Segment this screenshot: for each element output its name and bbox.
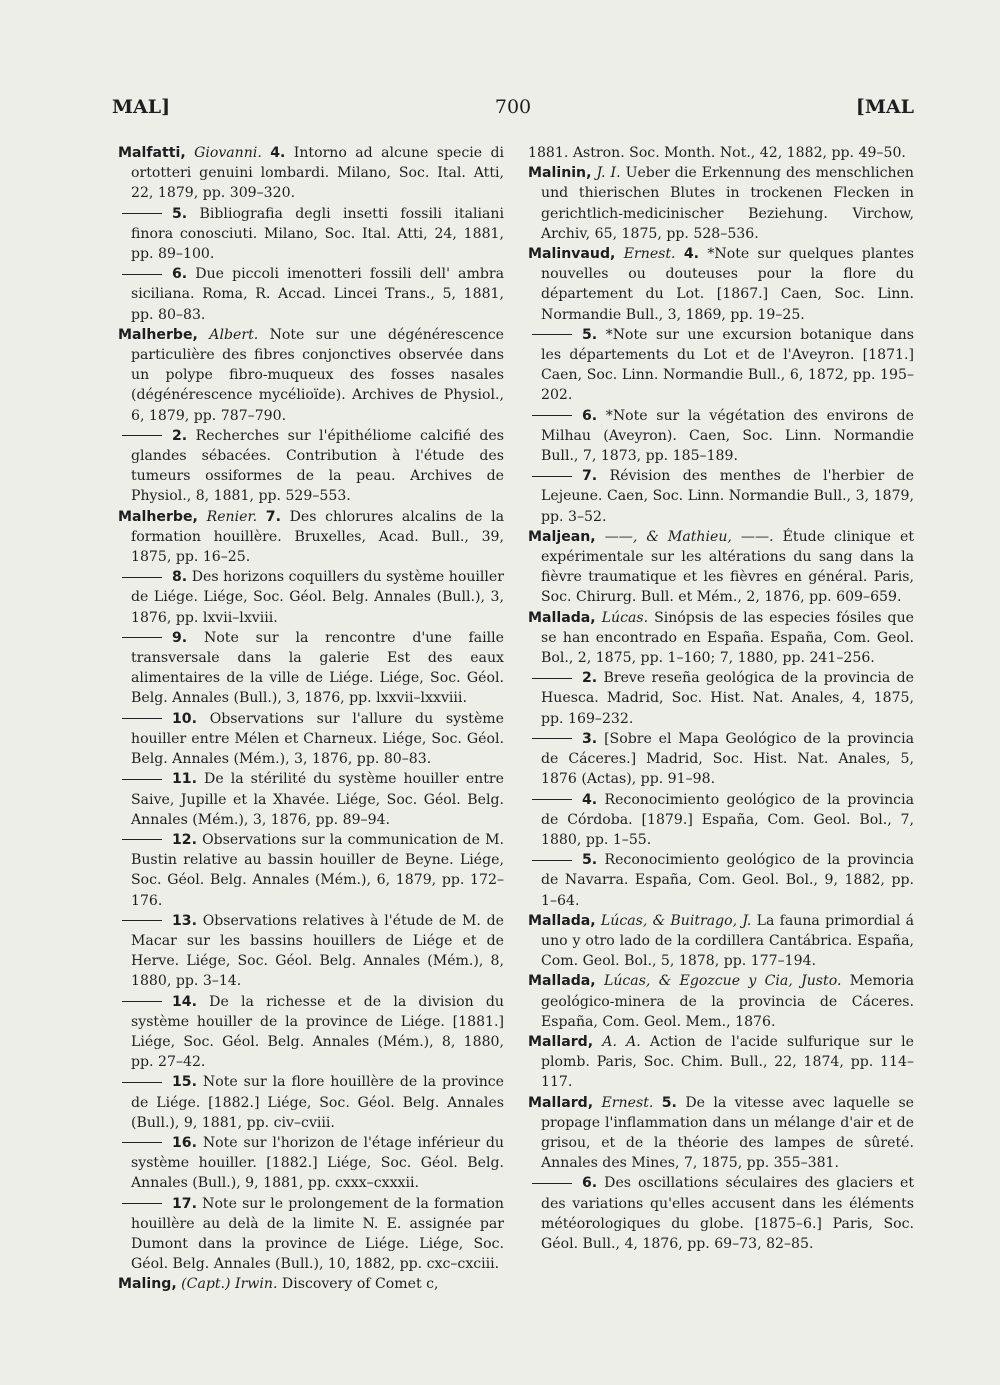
entry-text: Reconocimiento geológico de la provincia de Navarra. España, Com. Geol. Bol., 9, 1882, pp. 1–64. [541,852,914,909]
entry-text: Des horizons coquillers du système houiller de Liége. Liége, Soc. Géol. Belg. Annales (Bull.), 3, 1876, pp. lxvii–lxviii. [131,569,504,626]
bibliography-entry [528,163,914,244]
bibliography-entry [118,769,504,830]
ditto-rule [532,738,572,739]
right-column [528,143,914,1254]
ditto-rule [532,334,572,335]
ditto-rule [122,779,162,780]
header-left-catchword: MAL] [112,96,171,118]
bibliography-entry [118,1133,504,1194]
header-right-catchword: [MAL [855,96,914,118]
page-number: 700 [494,96,532,118]
author-surname: Malinvaud, [528,246,616,263]
entry-text: Des oscillations séculaires des glaciers et des variations qu'elles accusent dans les éléments météorologiques du globe. [1875–6.] Paris, Soc. Géol. Bull., 4, 1876, pp. 69–73, 82–85. [541,1175,915,1252]
entry-number: 14. [172,993,197,1010]
entry-number: 5. [661,1094,677,1111]
bibliography-entry [118,628,504,709]
author-surname: Mallard, [528,1033,594,1050]
ditto-rule [532,1183,572,1184]
bibliography-entry [528,790,914,851]
author-surname: Mallada, [528,973,596,990]
entry-text: De la vitesse avec laquelle se propage l'inflammation dans un mélange d'air et de grisou, et de la théorie des lampes de sûreté. Annales des Mines, 7, 1875, pp. 355–381. [541,1094,915,1172]
entry-text: 1881. Astron. Soc. Month. Not., 42, 1882, pp. 49–50. [528,145,906,161]
bibliography-entry [528,971,914,1032]
entry-number: 13. [172,912,197,929]
bibliography-entry [118,992,504,1073]
ditto-rule [532,799,572,800]
ditto-rule [122,920,162,921]
left-column [118,143,504,1295]
entry-text: Étude clinique et expérimentale sur les altérations du sang dans la fièvre traumatique et les fièvres en général. Paris, Soc. Chirurg. Bull. et Mém., 2, 1876, pp. 609–659. [541,528,915,606]
entry-text: La fauna primordial á uno y otro lado de la cordillera Cantábrica. España, Com. Geol. Bol., 5, 1878, pp. 177–194. [541,912,915,970]
entry-text: Breve reseña geológica de la provincia de Huesca. Madrid, Soc. Hist. Nat. Anales, 4, 1875, pp. 169–232. [541,670,914,727]
entry-text: Action de l'acide sulfurique sur le plomb. Paris, Soc. Chim. Bull., 22, 1874, pp. 114–117. [541,1033,915,1091]
bibliography-entry [528,850,914,911]
ditto-rule [532,860,572,861]
author-given-name: ——, & Mathieu, ——. [604,528,774,545]
author-surname: Malherbe, [118,326,198,343]
bibliography-entry [528,1173,914,1254]
entry-text: Observations sur la communication de M. Bustin relative au bassin houiller de Beyne. Liége, Soc. Géol. Belg. Annales (Mém.), 6, 1879, pp. 172–176. [131,831,504,909]
bibliography-entry [528,244,914,325]
author-given-name: A. A. [602,1033,641,1050]
entry-number: 12. [172,831,197,848]
bibliography-entry [118,426,504,507]
bibliography-entry [118,830,504,911]
bibliography-entry [118,709,504,770]
author-given-name: Ernest. [623,246,676,263]
entry-number: 17. [172,1195,197,1212]
bibliography-entry [528,143,914,163]
author-given-name: Albert. [209,326,259,343]
entry-text: Memoria geológico-minera de la provincia de Cáceres. España, Com. Geol. Mem., 1876. [541,973,914,1030]
entry-number: 4. [270,145,286,161]
ditto-rule [122,1001,162,1002]
author-given-name: Renier. [206,508,258,525]
bibliography-entry [528,325,914,406]
ditto-rule [122,274,162,275]
entry-number: 5. [582,852,598,869]
entry-text: De la stérilité du système houiller entre Saive, Jupille et la Xhavée. Liége, Soc. Géol. Belg. Annales (Mém.), 3, 1876, pp. 89–94. [131,771,504,828]
entry-text: Note sur le prolongement de la formation houillère au delà de la limite N. E. assignée par Dumont dans la province de Liége. Liége, Soc. Géol. Belg. Annales (Bull.), 10, 1882, pp. cxc–cxciii. [131,1195,504,1273]
ditto-rule [122,839,162,840]
entry-number: 15. [172,1074,197,1091]
entry-text: Note sur l'horizon de l'étage inférieur du système houiller. [1882.] Liége, Soc. Géol. Belg. Annales (Bull.), 9, 1881, pp. cxxx–cxxxii. [131,1134,504,1192]
entry-number: 3. [582,730,598,747]
ditto-rule [532,678,572,679]
bibliography-entry [118,204,504,265]
entry-number: 4. [683,246,700,263]
bibliography-entry [118,1072,504,1133]
entry-number: 7. [265,508,281,525]
author-given-name: (Capt.) Irwin. [181,1276,278,1293]
entry-number: 6. [582,1175,598,1192]
bibliography-entry [528,911,914,972]
ditto-rule [122,213,162,214]
entry-text: Discovery of Comet c, [281,1276,439,1293]
entry-text: Observations relatives à l'étude de M. de Macar sur les bassins houillers de Liége et de Herve. Liége, Soc. Géol. Belg. Annales (Mém.), 8, 1880, pp. 3–14. [131,912,504,990]
entry-text: Bibliografia degli insetti fossili italiani finora conosciuti. Milano, Soc. Ital. Atti, 24, 1881, pp. 89–100. [131,205,505,263]
ditto-rule [532,415,572,416]
entry-number: 7. [582,468,598,485]
entry-text: Sinópsis de las especies fósiles que se han encontrado en España. España, Com. Geol. Bol., 2, 1875, pp. 1–160; 7, 1880, pp. 241–256. [541,609,914,667]
author-given-name: Ernest. [601,1094,654,1111]
entry-number: 8. [172,569,188,586]
entry-text: Recherches sur l'épithéliome calcifié des glandes sébacées. Contribution à l'étude des tumeurs ossiformes de la peau. Archives de Physiol., 8, 1881, pp. 529–553. [131,427,504,505]
bibliography-entry [528,668,914,729]
ditto-rule [122,718,162,719]
bibliography-entry [528,1093,914,1174]
entry-number: 4. [582,791,598,808]
author-surname: Maling, [118,1276,177,1293]
bibliography-entry [118,911,504,992]
bibliography-entry [528,729,914,790]
entry-text: *Note sur la végétation des environs de Milhau (Aveyron). Caen, Soc. Linn. Normandie Bull., 7, 1873, pp. 185–189. [541,407,914,465]
entry-number: 16. [172,1134,197,1151]
ditto-rule [532,476,572,477]
bibliography-entry [118,507,504,568]
entry-number: 6. [172,266,188,283]
ditto-rule [122,637,162,638]
entry-text: *Note sur une excursion botanique dans les départements du Lot et de l'Aveyron. [1871.] Caen, Soc. Linn. Normandie Bull., 6, 1872, pp. 195–202. [541,326,914,404]
author-given-name: J. I. [596,165,621,182]
author-surname: Malinin, [528,165,592,182]
entry-text: Intorno ad alcune specie di ortotteri genuini lombardi. Milano, Soc. Ital. Atti, 22, 1879, pp. 309–320. [131,145,504,202]
ditto-rule [122,577,162,578]
bibliography-entry [528,466,914,527]
ditto-rule [122,1082,162,1083]
author-surname: Mallada, [528,609,596,626]
entry-text: Des chlorures alcalins de la formation houillère. Bruxelles, Acad. Bull., 39, 1875, pp. 16–25. [131,508,504,566]
entry-text: Observations sur l'allure du système houiller entre Mélen et Charneux. Liége, Soc. Géol. Belg. Annales (Mém.), 3, 1876, pp. 80–83. [131,710,504,768]
bibliography-entry [528,406,914,467]
entry-text: *Note sur quelques plantes nouvelles ou douteuses pour la flore du département du Lot. [1867.] Caen, Soc. Linn. Normandie Bull., 3, 1869, pp. 19–25. [541,246,915,323]
bibliography-entry [528,1032,914,1093]
author-given-name: Lúcas. [601,609,649,626]
author-surname: Mallard, [528,1094,594,1111]
ditto-rule [122,435,162,436]
bibliography-entry [118,264,504,325]
entry-number: 11. [172,771,197,788]
entry-number: 9. [172,629,188,646]
running-header [112,96,914,122]
entry-text: Reconocimiento geológico de la provincia de Córdoba. [1879.] España, Com. Geol. Bol., 7, 1880, pp. 1–55. [541,791,914,848]
author-given-name: Lúcas, & Buitrago, J. [600,912,752,929]
bibliography-entry [118,567,504,628]
author-surname: Malfatti, [118,145,186,161]
bibliography-entry [528,608,914,669]
ditto-rule [122,1142,162,1143]
entry-text: Due piccoli imenotteri fossili dell' ambra siciliana. Roma, R. Accad. Lincei Trans., 5, 1881, pp. 80–83. [131,266,504,323]
author-surname: Malherbe, [118,508,198,525]
bibliography-entry [118,1274,504,1294]
entry-text: Ueber die Erkennung des menschlichen und thierischen Blutes in trockenen Flecken in gerichtlich-medicinischer Beziehung. Virchow, Archiv, 65, 1875, pp. 528–536. [541,165,915,242]
entry-number: 2. [172,427,188,444]
ditto-rule [122,1203,162,1204]
bibliography-entry [118,143,504,204]
entry-text: Note sur la rencontre d'une faille transversale dans la galerie Est des eaux alimentaires de la ville de Liége. Liége, Soc. Géol. Belg. Annales (Bull.), 3, 1876, pp. lxxvii–lxxviii. [131,629,505,707]
entry-number: 6. [582,407,598,424]
author-surname: Maljean, [528,528,596,545]
bibliography-entry [118,1194,504,1275]
entry-text: Révision des menthes de l'herbier de Lejeune. Caen, Soc. Linn. Normandie Bull., 3, 1879, pp. 3–52. [541,468,915,525]
entry-text: Note sur une dégénérescence particulière des fibres conjonctives observée dans un polype fibro-muqueux des fosses nasales (dégénérescence mycélioïde). Archives de Physiol., 6, 1879, pp. 787–790. [131,326,504,424]
entry-text: De la richesse et de la division du système houiller de la province de Liége. [1881.] Liége, Soc. Géol. Belg. Annales (Mém.), 8, 1880, pp. 27–42. [131,993,505,1071]
author-surname: Mallada, [528,912,596,929]
author-given-name: Lúcas, & Egozcue y Cia, Justo. [603,973,842,990]
entry-text: Note sur la flore houillère de la province de Liége. [1882.] Liége, Soc. Géol. Belg. Annales (Bull.), 9, 1881, pp. civ–cviii. [131,1074,505,1131]
entry-text: [Sobre el Mapa Geológico de la provincia de Cáceres.] Madrid, Soc. Hist. Nat. Anales, 5, 1876 (Actas), pp. 91–98. [541,730,915,788]
entry-number: 5. [172,205,188,222]
bibliography-entry [528,527,914,608]
bibliography-entry [118,325,504,426]
entry-number: 10. [172,710,197,727]
author-given-name: Giovanni. [194,145,262,161]
entry-number: 2. [582,670,598,687]
entry-number: 5. [582,326,598,343]
